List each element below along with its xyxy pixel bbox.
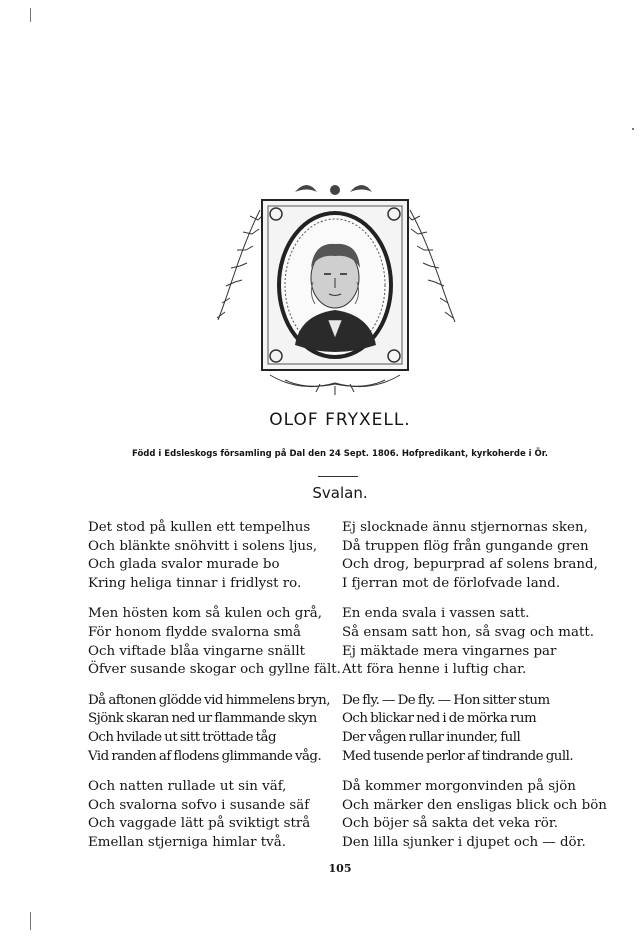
verse-line: Då kommer morgonvinden på sjön — [342, 779, 576, 795]
ornament-top — [295, 185, 372, 195]
laurel-garland-right — [406, 210, 455, 322]
scan-mark — [30, 912, 31, 930]
verse-line: För honom flydde svalorna små — [88, 624, 302, 640]
verse-line: Ej mäktade mera vingarnes par — [342, 643, 557, 659]
verse-line: Emellan stjerniga himlar två. — [88, 834, 286, 850]
verse-line: Ej slocknade ännu stjernornas sken, — [342, 520, 588, 535]
verse-line: Och blickar ned i de mörka rum — [342, 711, 537, 727]
stanza — [342, 519, 602, 593]
author-name: OLOF FRYXELL. — [269, 410, 411, 430]
scan-mark — [30, 8, 31, 22]
verse-line: Och vaggade lätt på sviktigt strå — [88, 816, 311, 832]
verse-line: Och drog, bepurprad af solens brand, — [342, 557, 598, 573]
verse-line: Men hösten kom så kulen och grå, — [88, 606, 322, 622]
verse-line: Och böjer så sakta det veka rör. — [342, 816, 559, 832]
poem-column-left — [88, 519, 341, 865]
portrait-engraving — [200, 170, 470, 395]
verse-line: Och blänkte snöhvitt i solens ljus, — [88, 538, 318, 554]
verse-line: Och glada svalor murade bo — [88, 557, 280, 573]
verse-line: Att föra henne i luftig char. — [342, 662, 527, 678]
stanza — [88, 778, 338, 852]
divider — [318, 476, 358, 477]
stanza — [342, 605, 602, 679]
stanza — [342, 778, 607, 852]
poem-title: Svalan. — [312, 484, 368, 502]
poem-column-right — [342, 519, 607, 865]
verse-line: Vid randen af flodens glimmande våg. — [88, 748, 322, 764]
verse-line: Då truppen flög från gungande gren — [342, 538, 589, 554]
verse-line: Och hvilade ut sitt tröttade tåg — [88, 729, 276, 745]
verse-line: Öfver susande skogar och gyllne fält. — [88, 662, 341, 678]
verse-line: En enda svala i vassen satt. — [342, 606, 530, 622]
verse-line: I fjerran mot de förlofvade land. — [342, 575, 561, 591]
page-number: 105 — [328, 862, 352, 875]
verse-line: Med tusende perlor af tindrande gull. — [342, 748, 574, 764]
stanza — [88, 519, 338, 593]
verse-line: Så ensam satt hon, så svag och matt. — [342, 624, 594, 640]
laurel-garland-left — [217, 210, 264, 320]
verse-line: Och märker den ensligas blick och bön — [342, 797, 607, 813]
verse-line: Sjönk skaran ned ur flammande skyn — [88, 711, 317, 727]
verse-line: Och viftade blåa vingarne snällt — [88, 643, 306, 659]
stanza — [88, 605, 341, 679]
verse-line: Kring heliga tinnar i fridlyst ro. — [88, 575, 302, 591]
verse-line: Den lilla sjunker i djupet och — dör. — [342, 834, 586, 850]
verse-line: De fly. — De fly. — Hon sitter stum — [342, 692, 550, 708]
author-biography: Född i Edsleskogs församling på Dal den 24 Sept. 1806. Hofpredikant, kyrkoherde i Ör. — [132, 449, 548, 459]
verse-line: Och svalorna sofvo i susande säf — [88, 797, 310, 813]
verse-line: Då aftonen glödde vid himmelens bryn, — [88, 692, 330, 708]
stanza — [342, 692, 602, 766]
scan-speck — [632, 128, 634, 130]
stanza — [88, 692, 338, 766]
ornament-bottom — [270, 375, 400, 395]
verse-line: Och natten rullade ut sin väf, — [88, 779, 287, 795]
verse-line: Der vågen rullar inunder, full — [342, 729, 521, 745]
verse-line: Det stod på kullen ett tempelhus — [88, 520, 311, 535]
